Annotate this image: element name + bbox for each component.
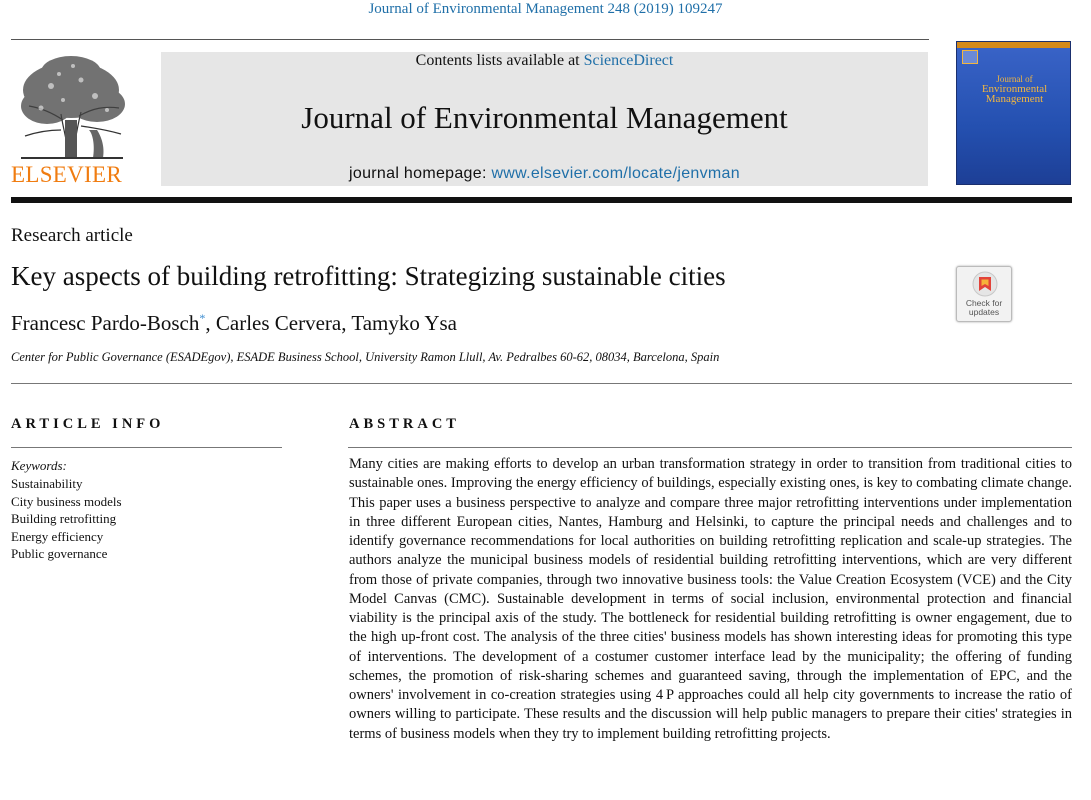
abstract-heading: ABSTRACT (349, 416, 460, 432)
check-for-updates-button[interactable] (956, 266, 1012, 322)
author-affiliation: Center for Public Governance (ESADEgov), ESADE Business School, University Ramon Llull, Av. Pedralbes 60-62, 08034, Barcelona, Spain (11, 350, 720, 364)
journal-header-banner (161, 52, 928, 186)
journal-title: Journal of Environmental Management (301, 100, 788, 135)
cover-top-strip (957, 42, 1070, 48)
top-divider (11, 39, 929, 40)
abstract-text: Many cities are making efforts to develop an urban transformation strategy in order to transition from traditional cities to sustainable ones. Improving the energy efficiency of buildings, especially existing ones, is key to combating climate change. This paper uses a business perspective to analyze and compare three major retrofitting interventions under implementation in three different European cities, Nantes, Hamburg and Helsinki, to capture the principal needs and challenges and to identify governance recommendations for local authorities on building retrofitting replication and scale-up strategies. The authors analyze the municipal business models of residential building retrofitting interventions, which are very different from those of private companies, through two innovative business tools: the Value Creation Ecosystem (VCE) and the City Model Canvas (CMC). Sustainable development in terms of social inclusion, environmental protection and financial viability is the principal axis of the study. The bottleneck for residential building retrofitting is owner engagement, due to the high up-front cost. The analysis of the three cities' business models has shown interesting ideas for promoting this type of interventions. The development of a costumer customer interface lead by the municipality; the offering of funding schemes, the promotion of risk-sharing schemes and guaranteed saving, through the implementation of EPC, and the owners' involvement in co-creation strategies using 4 P approaches could all help city governments to increase the ratio of owners willing to participate. These results and the discussion will help public managers to prepare their cities' strategies in terms of business models when they try to implement building retrofitting projects. (349, 456, 1072, 742)
author-names-rest[interactable]: , Carles Cervera, Tamyko Ysa (205, 311, 457, 335)
cover-title-line1: Journal of (996, 74, 1033, 84)
keyword-item: Sustainability (11, 476, 83, 491)
keyword-item: Public governance (11, 546, 108, 562)
cover-title (965, 74, 1064, 104)
check-updates-label (957, 299, 1011, 317)
author-list (11, 311, 457, 336)
section-divider (11, 383, 1072, 384)
cover-title-line3: Management (985, 93, 1044, 105)
contents-prefix: Contents lists available at (415, 52, 580, 69)
author-name[interactable]: Francesc Pardo-Bosch (11, 311, 200, 335)
homepage-prefix: journal homepage: (349, 165, 487, 182)
sciencedirect-link[interactable]: ScienceDirect (583, 52, 674, 69)
keyword-item: Energy efficiency (11, 528, 104, 544)
keyword-item: City business models (11, 493, 122, 509)
cover-publisher-icon (962, 50, 978, 64)
keyword-list (11, 475, 122, 563)
article-type: Research article (11, 225, 133, 246)
homepage-link[interactable]: www.elsevier.com/locate/jenvman (491, 165, 740, 182)
header-thick-divider (11, 197, 1072, 203)
abstract-divider (348, 447, 1072, 448)
corresponding-author-mark[interactable]: * (199, 311, 206, 325)
homepage-line (161, 165, 928, 183)
keyword-item: Building retrofitting (11, 511, 117, 527)
journal-citation[interactable]: Journal of Environmental Management 248 (2019) 109247 (368, 1, 723, 17)
elsevier-wordmark[interactable]: ELSEVIER (11, 162, 122, 187)
bookmark-icon (972, 271, 998, 297)
check-updates-line1: Check for (965, 298, 1003, 308)
article-info-heading: ARTICLE INFO (11, 416, 165, 432)
check-updates-line2: updates (968, 307, 1000, 317)
cover-title-line2: Environmental (981, 83, 1048, 95)
article-info-divider (11, 447, 282, 448)
contents-line (161, 52, 928, 70)
keywords-label: Keywords: (11, 458, 67, 473)
article-title: Key aspects of building retrofitting: Strategizing sustainable cities (11, 261, 726, 291)
journal-cover-thumbnail[interactable] (956, 41, 1071, 185)
